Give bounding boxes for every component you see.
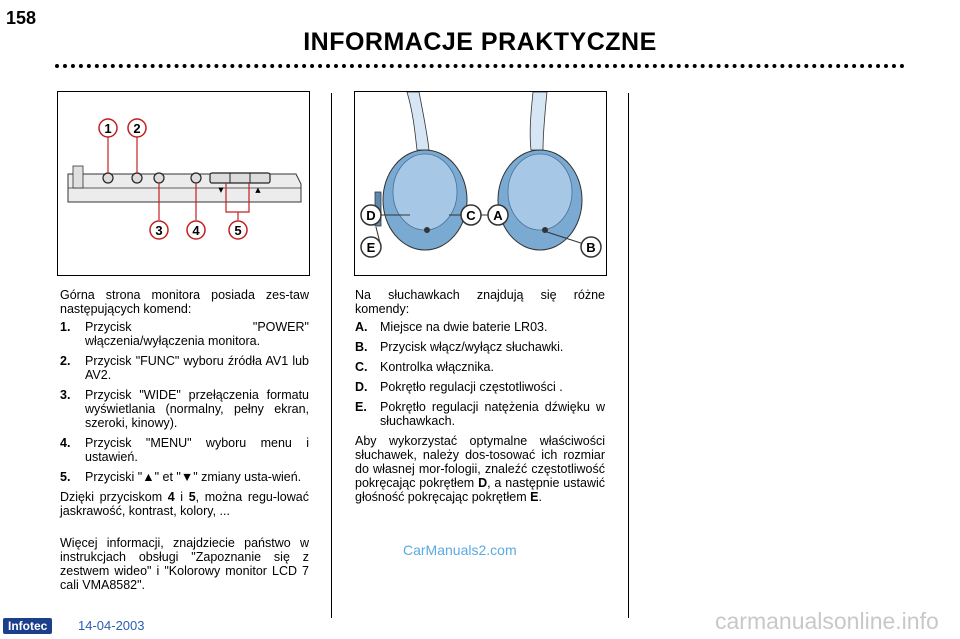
right-intro: Na słuchawkach znajdują się różne komendy: <box>355 288 605 316</box>
usage-paragraph: Aby wykorzystać optymalne właściwości słuchawek, należy dos-tosować ich rozmiar do własnej mor-fologii, znaleźć częstotliwość pokręcając pokrętłem D, a następnie ustawić głośność pokręcając pokrętłem E. <box>355 434 605 504</box>
callout-3 <box>150 221 168 239</box>
callout-5 <box>229 221 247 239</box>
list-item: B. Przycisk włącz/wyłącz słuchawki. <box>355 340 564 354</box>
callout-4 <box>187 221 205 239</box>
left-text-column <box>60 288 309 596</box>
list-item: 1. Przycisk "POWER" włączenia/wyłączenia monitora. <box>60 320 309 348</box>
page-title: INFORMACJE PRAKTYCZNE <box>303 28 657 56</box>
page-number: 158 <box>6 8 37 28</box>
callout-c <box>461 205 481 225</box>
footer-date: 14-04-2003 <box>78 618 145 633</box>
carmanuals-watermark: CarManuals2.com <box>403 542 517 558</box>
callout-a <box>488 205 508 225</box>
list-item: 5. Przyciski "▲" et "▼" zmiany usta-wień. <box>60 470 302 484</box>
list-item: 2. Przycisk "FUNC" wyboru źródła AV1 lub AV2. <box>60 354 309 382</box>
dotted-rule <box>55 64 905 68</box>
callout-2 <box>128 119 146 137</box>
up-arrow-icon: ▲ <box>255 186 261 194</box>
right-text-column <box>355 288 605 508</box>
callout-b <box>581 237 601 257</box>
left-intro: Górna strona monitora posiada zes-taw następujących komend: <box>60 288 309 316</box>
svg-text:2: 2 <box>133 121 141 136</box>
svg-text:3: 3 <box>155 223 163 238</box>
list-item: C. Kontrolka włącznika. <box>355 360 494 374</box>
infotec-logo: Infotec <box>3 618 52 634</box>
svg-text:E: E <box>366 240 376 255</box>
monitor-figure <box>57 91 310 276</box>
svg-text:1: 1 <box>104 121 112 136</box>
callout-e <box>361 237 381 257</box>
svg-text:B: B <box>586 240 596 255</box>
column-divider-2 <box>628 93 629 618</box>
callout-1 <box>99 119 117 137</box>
svg-text:A: A <box>493 208 503 223</box>
svg-text:D: D <box>366 208 376 223</box>
list-item: E. Pokrętło regulacji natężenia dźwięku w słuchawkach. <box>355 400 605 428</box>
list-item: A. Miejsce na dwie baterie LR03. <box>355 320 548 334</box>
more-info-paragraph: Więcej informacji, znajdziecie państwo w instrukcjach obsługi "Zapoznanie się z zestwem wideo" i "Kolorowy monitor LCD 7 cali VMA8582". <box>60 536 309 592</box>
site-watermark: carmanualsonline.info <box>715 608 939 634</box>
down-arrow-icon: ▼ <box>218 186 224 194</box>
list-item: D. Pokrętło regulacji częstotliwości . <box>355 380 563 394</box>
svg-text:5: 5 <box>234 223 242 238</box>
column-divider-1 <box>331 93 332 618</box>
list-item: 4. Przycisk "MENU" wyboru menu i ustawień. <box>60 436 309 464</box>
headphones-figure <box>354 91 607 276</box>
svg-text:4: 4 <box>192 223 200 238</box>
callout-d <box>361 205 381 225</box>
list-item: 3. Przycisk "WIDE" przełączenia formatu wyświetlania (normalny, pełny ekran, szeroki, kinowy). <box>60 388 309 430</box>
svg-text:C: C <box>466 208 476 223</box>
brightness-note: Dzięki przyciskom 4 i 5, można regu-lować jaskrawość, kontrast, kolory, ... <box>60 490 309 518</box>
